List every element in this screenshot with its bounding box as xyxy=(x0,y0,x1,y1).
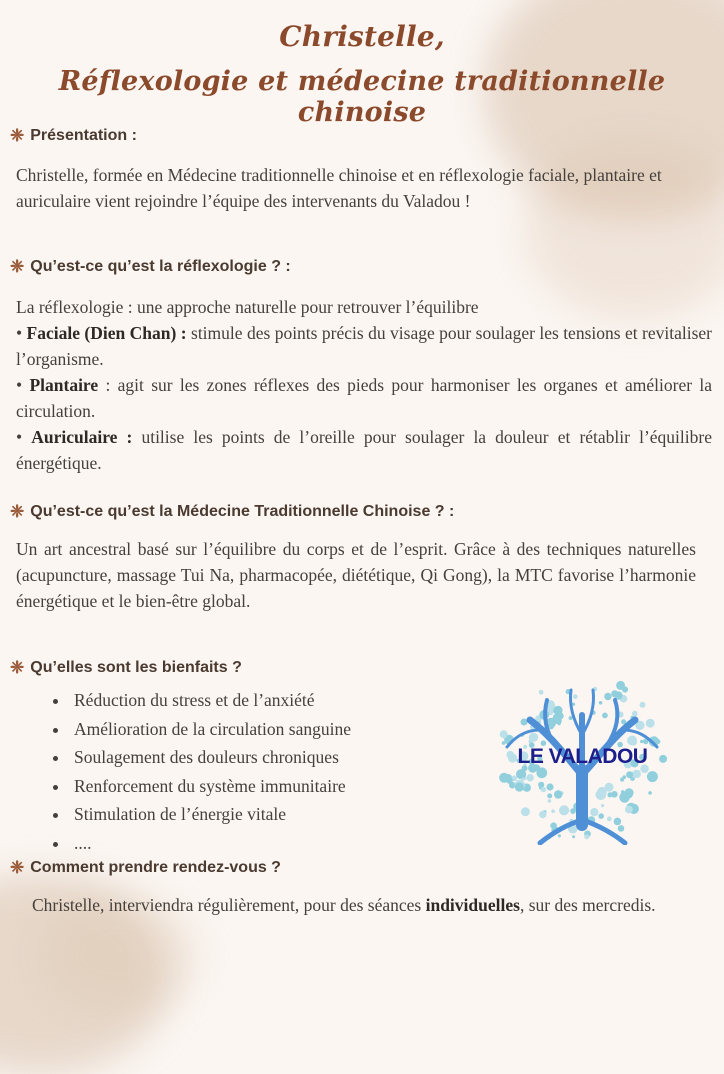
logo-dot xyxy=(647,771,658,782)
logo-dot xyxy=(547,793,552,798)
flourish-icon: ❈ xyxy=(10,502,25,521)
rendezvous-text-end: , sur des mercredis. xyxy=(519,895,656,915)
logo-dot xyxy=(632,711,638,717)
list-item: • .... xyxy=(70,829,351,858)
logo-dot xyxy=(646,719,655,728)
section-heading-text: Comment prendre rendez-vous ? xyxy=(30,859,281,876)
logo-text: LE VALADOU xyxy=(517,745,648,768)
logo-dot xyxy=(622,686,628,692)
section-heading-text: Présentation : xyxy=(30,127,137,144)
logo-dot xyxy=(590,808,598,816)
section-heading-rendezvous xyxy=(10,858,281,878)
valadou-logo xyxy=(495,675,670,845)
logo-dot xyxy=(550,822,557,829)
logo-dot xyxy=(598,813,604,819)
reflexologie-item-text: : agit sur les zones réflexes des pieds pour harmoniser les organes et améliorer la circulation. xyxy=(16,375,712,421)
logo-dot xyxy=(521,719,528,726)
logo-dot xyxy=(625,788,634,797)
logo-dot xyxy=(558,834,561,837)
logo-dot xyxy=(584,834,589,839)
reflexologie-item-label: Auriculaire : xyxy=(31,427,133,447)
logo-dot xyxy=(546,783,553,790)
logo-dot xyxy=(622,775,626,779)
logo-dot xyxy=(515,782,524,791)
logo-dot xyxy=(627,736,637,746)
logo-dot xyxy=(601,804,604,807)
logo-dot xyxy=(605,783,614,792)
logo-dot xyxy=(559,805,569,815)
logo-dot xyxy=(640,702,646,708)
list-item: • Soulagement des douleurs chroniques xyxy=(70,743,351,772)
rendezvous-text: Christelle, interviendra régulièrement, pour des séances xyxy=(32,895,426,915)
flourish-icon: ❈ xyxy=(10,257,25,276)
logo-dot xyxy=(656,739,661,744)
section-heading-text: Qu’est-ce qu’est la réflexologie ? : xyxy=(30,258,291,275)
logo-dot xyxy=(621,790,625,794)
logo-dot xyxy=(500,730,508,738)
reflexologie-item-label: Plantaire xyxy=(29,375,99,395)
logo-dot xyxy=(607,792,612,797)
page-title-line1: Christelle, xyxy=(279,20,445,53)
reflexologie-item-text: stimule des points précis du visage pour soulager les tensions et revitaliser l’organisme. xyxy=(16,323,712,369)
logo-dot xyxy=(539,811,546,818)
logo-dot xyxy=(526,774,533,781)
section-heading-bienfaits xyxy=(10,658,242,678)
section-heading-mtc xyxy=(10,502,454,522)
logo-dot xyxy=(548,799,552,803)
logo-dot xyxy=(625,806,633,814)
flourish-icon: ❈ xyxy=(10,126,25,145)
logo-dot xyxy=(553,706,562,715)
reflexologie-item: • Plantaire : agit sur les zones réflexes des pieds pour harmoniser les organes et améliorer la circulation. xyxy=(16,375,712,421)
logo-dot xyxy=(573,694,578,699)
section-heading-reflexologie xyxy=(10,257,291,277)
reflexologie-item-text: utilise les points de l’oreille pour soulager la douleur et rétablir l’équilibre énergétique. xyxy=(16,427,712,473)
mtc-paragraph: Un art ancestral basé sur l’équilibre du corps et de l’esprit. Grâce à des techniques naturelles (acupuncture, massage Tui Na, pharmacopée, diététique, Qi Gong), la MTC favorise l’harmonie énergétique et le bien-être global. xyxy=(16,539,696,611)
logo-dot xyxy=(572,835,575,838)
list-item: • Renforcement du système immunitaire xyxy=(70,772,351,801)
list-item: • Réduction du stress et de l’anxiété xyxy=(70,686,351,715)
logo-dot xyxy=(529,733,538,742)
logo-dot xyxy=(604,693,611,700)
reflexologie-intro: La réflexologie : une approche naturelle pour retrouver l’équilibre xyxy=(16,297,479,317)
logo-dot xyxy=(607,817,612,822)
logo-dot xyxy=(599,701,603,705)
reflexologie-item: • Faciale (Dien Chan) : stimule des points précis du visage pour soulager les tensions et revitaliser l’organisme. xyxy=(16,323,712,369)
reflexologie-content xyxy=(16,294,712,476)
logo-dot xyxy=(618,825,625,832)
rendezvous-emphasis: individuelles xyxy=(425,895,520,915)
section-heading-presentation xyxy=(10,126,137,146)
logo-dot xyxy=(648,791,652,795)
logo-dot xyxy=(558,722,561,725)
section-heading-text: Qu’est-ce qu’est la Médecine Traditionnelle Chinoise ? : xyxy=(30,503,455,520)
section-heading-text: Qu’elles sont les bienfaits ? xyxy=(30,659,242,676)
logo-dot xyxy=(541,787,546,792)
reflexologie-item: • Auriculaire : utilise les points de l’oreille pour soulager la douleur et rétablir l’équilibre énergétique. xyxy=(16,427,712,473)
logo-dot xyxy=(614,818,622,826)
logo-dot xyxy=(602,713,608,719)
logo-dot xyxy=(554,790,562,798)
flourish-icon: ❈ xyxy=(10,658,25,677)
logo-dot xyxy=(539,690,544,695)
list-item: • Amélioration de la circulation sanguine xyxy=(70,715,351,744)
logo-dot xyxy=(521,807,530,816)
logo-dot xyxy=(570,808,576,814)
logo-dot xyxy=(506,777,513,784)
page-title-line2: Réflexologie et médecine traditionnelle chinoise xyxy=(58,66,666,128)
logo-dot xyxy=(626,771,633,778)
logo-dot xyxy=(521,778,524,781)
rendezvous-paragraph xyxy=(32,892,702,918)
list-item: • Stimulation de l’énergie vitale xyxy=(70,800,351,829)
flourish-icon: ❈ xyxy=(10,858,25,877)
logo-dot xyxy=(551,809,555,813)
presentation-paragraph: Christelle, formée en Médecine traditionnelle chinoise et en réflexologie faciale, plantaire et auriculaire vient rejoindre l’équipe des intervenants du Valadou ! xyxy=(16,165,662,211)
logo-dot xyxy=(640,740,643,743)
reflexologie-item-label: Faciale (Dien Chan) : xyxy=(26,323,187,343)
benefits-list xyxy=(48,686,351,857)
